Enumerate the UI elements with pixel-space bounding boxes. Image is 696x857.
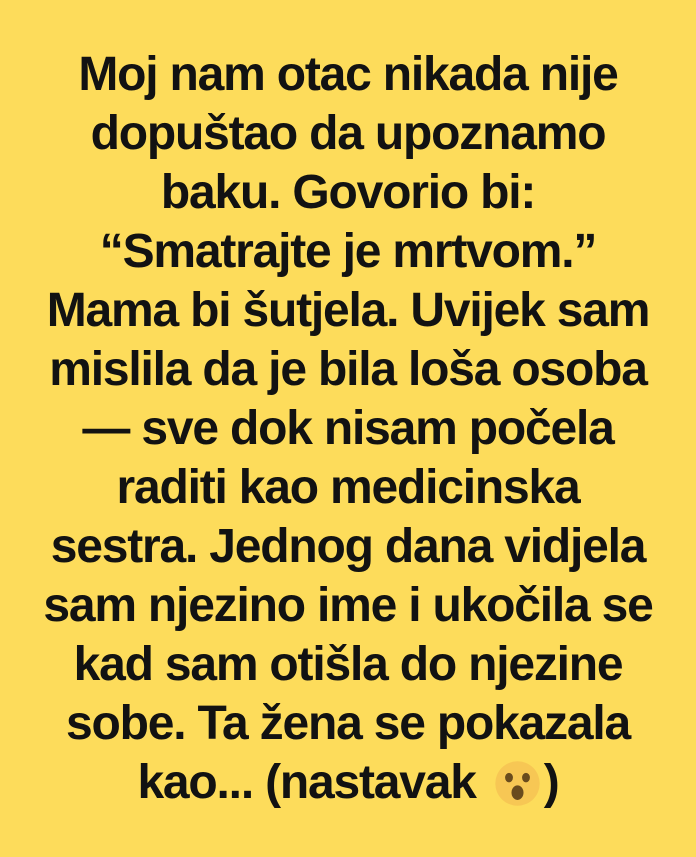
text-line-12: sobe. Ta žena se pokazala [65,697,631,750]
last-line-text: kao... (nastavak [137,756,476,809]
text-line-6: mislila da je bila loša osoba [49,343,647,396]
text-line-11: kad sam otišla do njezine [73,638,623,691]
text-line-1: Moj nam otac nikada nije [78,48,618,101]
text-line-5: Mama bi šutjela. Uvijek sam [46,284,650,337]
text-line-last [0,753,696,812]
post-text [0,45,696,812]
text-line-10: sam njezino ime i ukočila se [43,579,653,632]
text-line-8: raditi kao medicinska [116,461,580,514]
text-line-4: “Smatrajte je mrtvom.” [99,225,597,278]
text-line-2: dopuštao da upoznamo [90,107,606,160]
last-line-closing: ) [543,756,559,809]
face-with-open-mouth-emoji-icon [494,760,541,807]
text-line-9: sestra. Jednog dana vidjela [50,520,646,573]
text-line-3: baku. Govorio bi: [160,166,536,219]
text-line-7: — sve dok nisam počela [82,402,614,455]
